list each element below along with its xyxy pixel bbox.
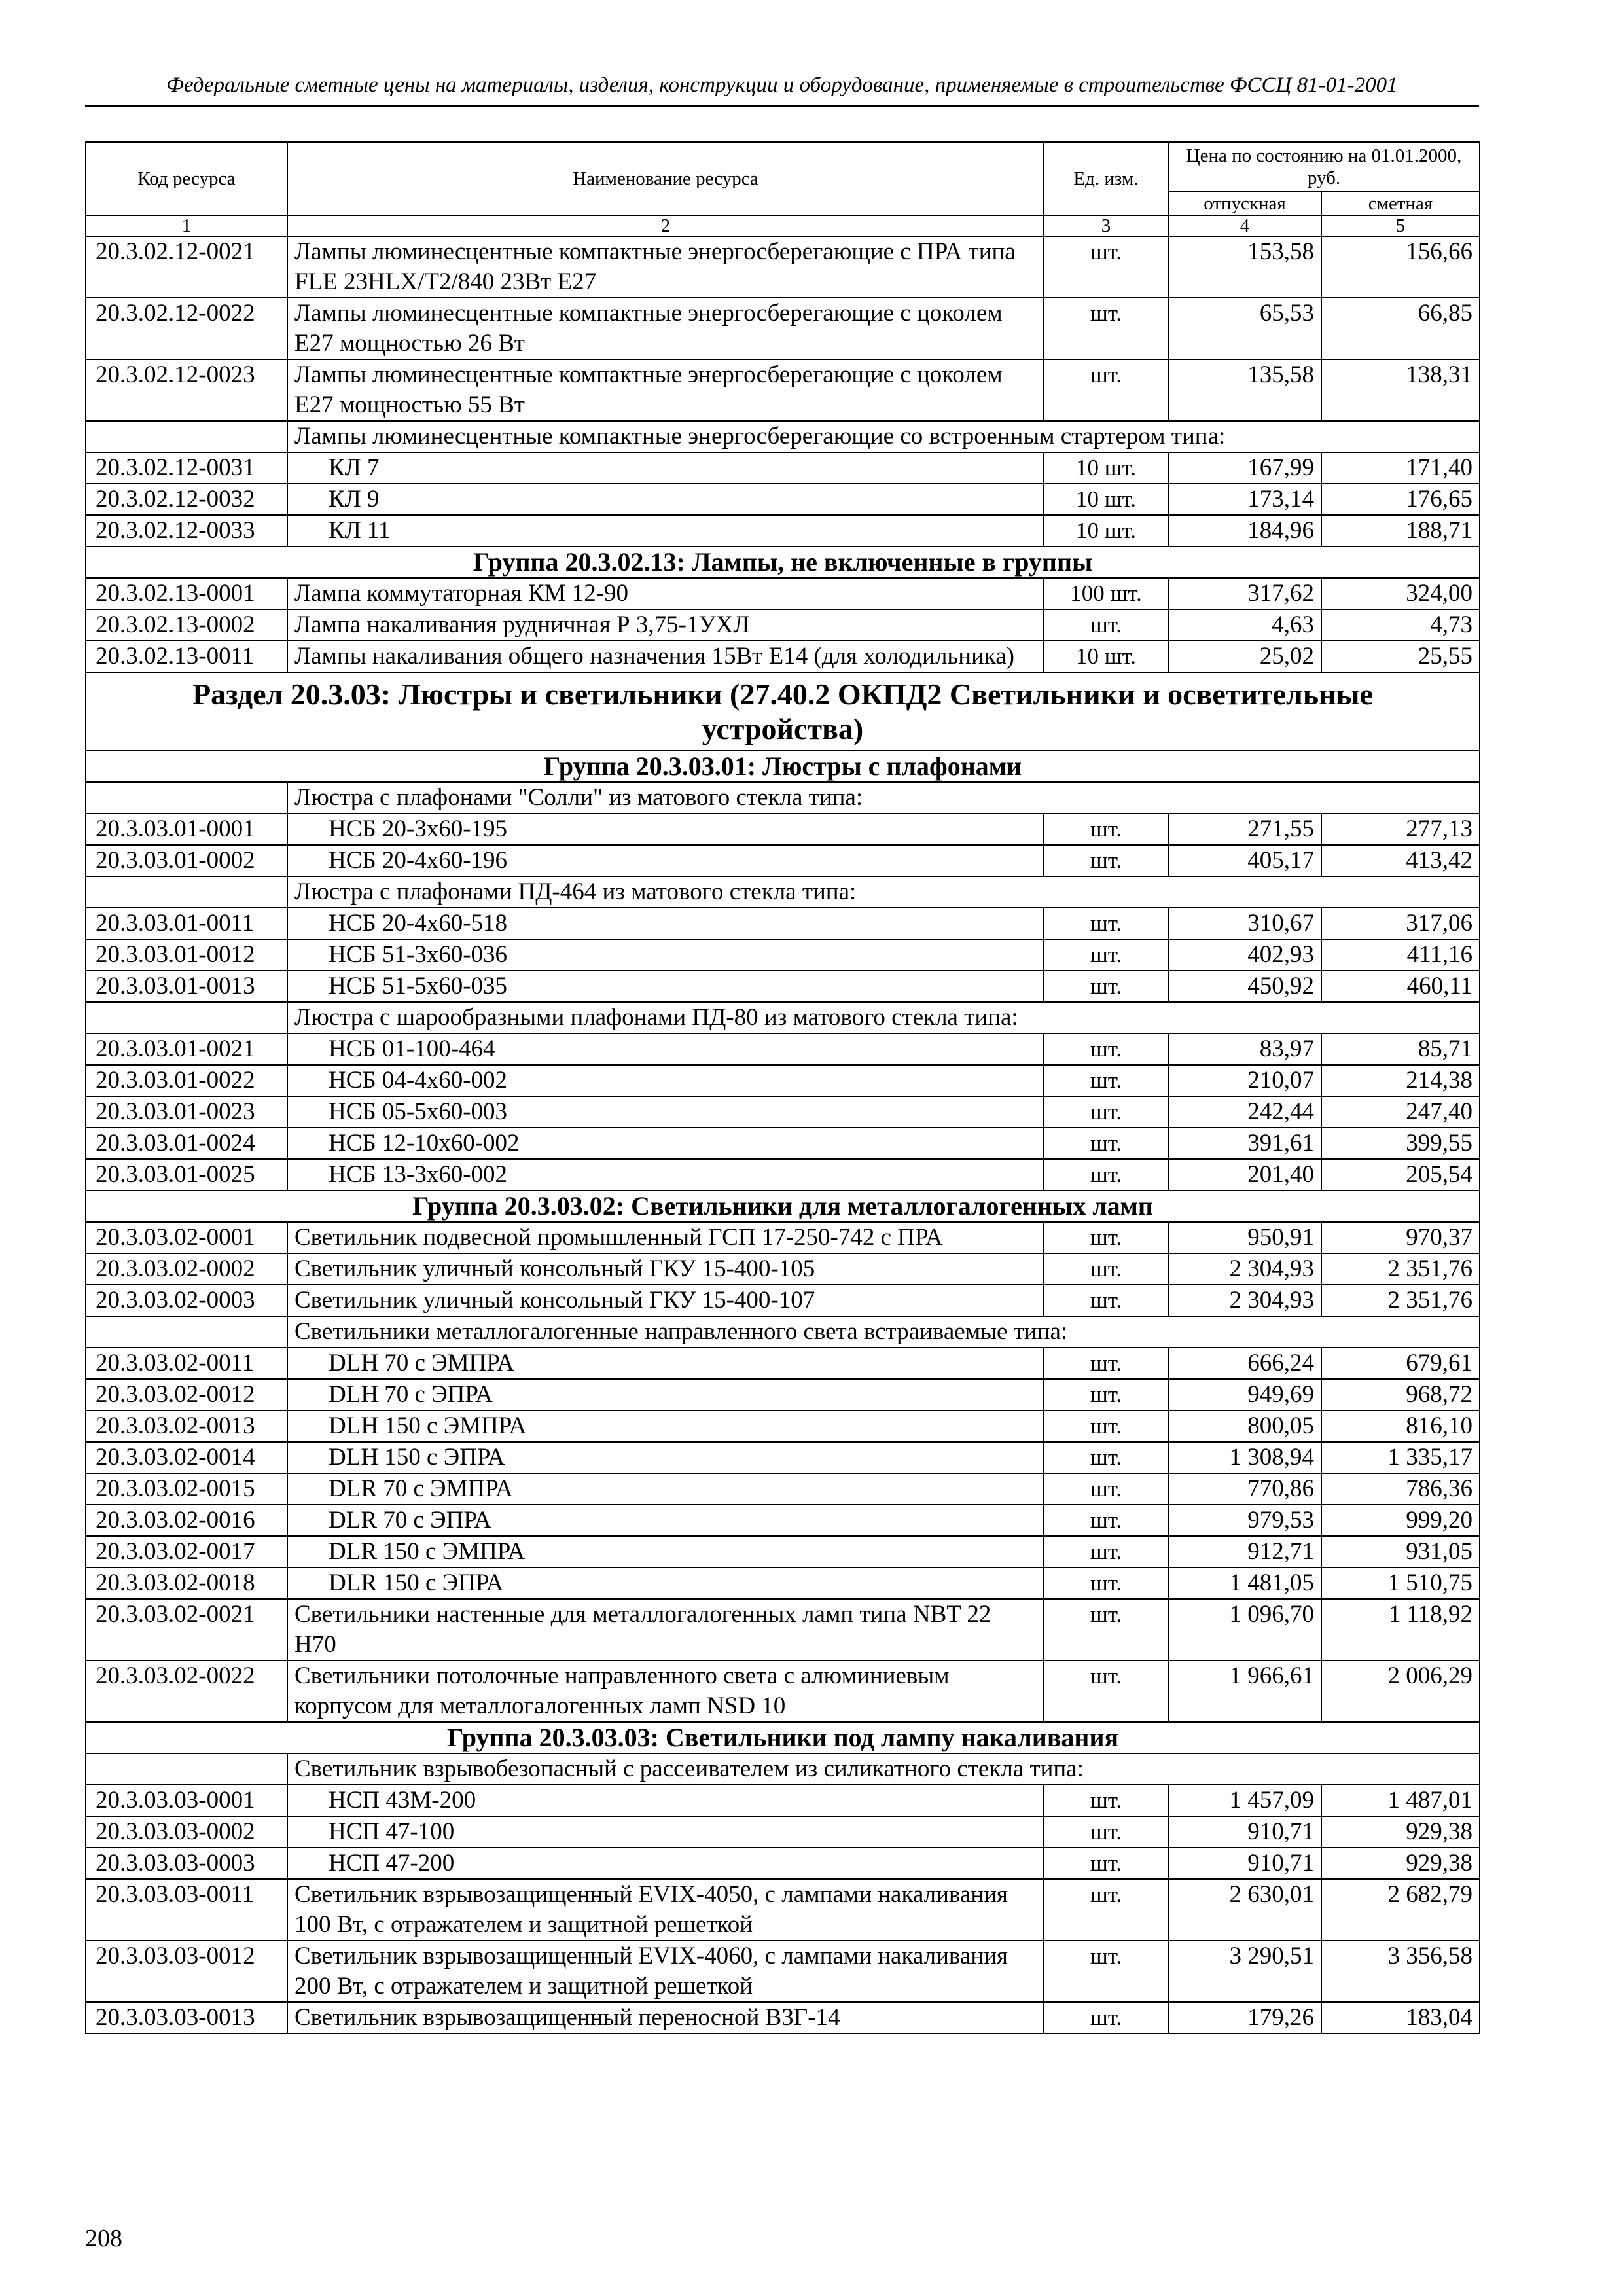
group-heading: Группа 20.3.03.01: Люстры с плафонами: [86, 751, 1480, 782]
resource-code: 20.3.02.13-0001: [86, 578, 287, 609]
resource-name: Лампы люминесцентные компактные энергосберегающие с цоколем Е27 мощностью 26 Вт: [287, 298, 1044, 359]
resource-code: 20.3.03.01-0011: [86, 908, 287, 939]
subheading-row: [86, 1753, 1480, 1785]
release-price: 391,61: [1168, 1128, 1321, 1159]
estimate-price: 929,38: [1321, 1816, 1480, 1848]
estimate-price: 214,38: [1321, 1065, 1480, 1096]
table-row: [86, 1816, 1480, 1848]
release-price: 405,17: [1168, 845, 1321, 876]
resource-unit: 10 шт.: [1044, 641, 1168, 672]
table-row: [86, 1442, 1480, 1473]
group-heading-row: [86, 1191, 1480, 1222]
resource-name: Светильник уличный консольный ГКУ 15-400-105: [287, 1253, 1044, 1285]
release-price: 65,53: [1168, 298, 1321, 359]
resource-unit: шт.: [1044, 1660, 1168, 1722]
resource-code: 20.3.03.02-0022: [86, 1660, 287, 1722]
subheading-row: [86, 421, 1480, 452]
table-row: [86, 298, 1480, 359]
table-row: [86, 1285, 1480, 1316]
table-row: [86, 1096, 1480, 1128]
resource-name: DLR 70 с ЭПРА: [287, 1505, 1044, 1536]
resource-code: 20.3.03.01-0023: [86, 1096, 287, 1128]
column-number: 3: [1044, 215, 1168, 236]
resource-name: DLH 150 с ЭМПРА: [287, 1410, 1044, 1442]
subheading-row: [86, 1316, 1480, 1348]
release-price: 242,44: [1168, 1096, 1321, 1128]
resource-code: 20.3.03.02-0014: [86, 1442, 287, 1473]
resource-code: 20.3.03.03-0002: [86, 1816, 287, 1848]
resource-code: 20.3.03.01-0013: [86, 971, 287, 1002]
header-price: Цена по состоянию на 01.01.2000, руб.: [1168, 142, 1480, 192]
resource-name: Лампа накаливания рудничная Р 3,75-1УХЛ: [287, 609, 1044, 641]
release-price: 310,67: [1168, 908, 1321, 939]
resource-code: 20.3.02.13-0002: [86, 609, 287, 641]
table-row: [86, 1065, 1480, 1096]
resource-code: 20.3.03.02-0003: [86, 1285, 287, 1316]
resource-name: Лампы люминесцентные компактные энергосберегающие с ПРА типа FLE 23HLX/T2/840 23Вт Е27: [287, 236, 1044, 298]
resource-code: 20.3.03.02-0021: [86, 1599, 287, 1660]
resource-code: 20.3.03.02-0016: [86, 1505, 287, 1536]
resource-code: 20.3.03.03-0011: [86, 1879, 287, 1941]
release-price: 201,40: [1168, 1159, 1321, 1191]
estimate-price: 786,36: [1321, 1473, 1480, 1505]
resource-code: 20.3.03.01-0025: [86, 1159, 287, 1191]
resource-unit: шт.: [1044, 1096, 1168, 1128]
resource-name: Светильник взрывозащищенный EVIX-4060, с лампами накаливания 200 Вт, с отражателем и защитной решеткой: [287, 1941, 1044, 2002]
release-price: 910,71: [1168, 1848, 1321, 1879]
resource-name: DLR 70 с ЭМПРА: [287, 1473, 1044, 1505]
table-row: [86, 1033, 1480, 1065]
resource-code: 20.3.03.03-0013: [86, 2002, 287, 2034]
resource-unit: шт.: [1044, 1285, 1168, 1316]
header-code: Код ресурса: [86, 142, 287, 215]
resource-unit: шт.: [1044, 1879, 1168, 1941]
column-number: 5: [1321, 215, 1480, 236]
resource-code: 20.3.03.02-0002: [86, 1253, 287, 1285]
release-price: 179,26: [1168, 2002, 1321, 2034]
table-row: [86, 1253, 1480, 1285]
estimate-price: 156,66: [1321, 236, 1480, 298]
resource-unit: 100 шт.: [1044, 578, 1168, 609]
resource-code: 20.3.03.02-0017: [86, 1536, 287, 1568]
subheading-text: Светильники металлогалогенные направленного света встраиваемые типа:: [287, 1316, 1480, 1348]
table-row: [86, 1599, 1480, 1660]
estimate-price: 66,85: [1321, 298, 1480, 359]
resource-name: Светильник взрывозащищенный переносной ВЗГ-14: [287, 2002, 1044, 2034]
resource-name: НСБ 13-3х60-002: [287, 1159, 1044, 1191]
resource-unit: шт.: [1044, 1785, 1168, 1816]
subheading-text: Лампы люминесцентные компактные энергосберегающие со встроенным стартером типа:: [287, 421, 1480, 452]
column-number: 1: [86, 215, 287, 236]
table-row: [86, 609, 1480, 641]
empty-code-cell: [86, 782, 287, 814]
resource-code: 20.3.03.01-0012: [86, 939, 287, 971]
resource-name: Лампы накаливания общего назначения 15Вт Е14 (для холодильника): [287, 641, 1044, 672]
resource-unit: шт.: [1044, 359, 1168, 421]
resource-unit: шт.: [1044, 1033, 1168, 1065]
resource-unit: 10 шт.: [1044, 452, 1168, 484]
resource-unit: шт.: [1044, 1128, 1168, 1159]
subheading-text: Люстра с шарообразными плафонами ПД-80 из матового стекла типа:: [287, 1002, 1480, 1033]
estimate-price: 324,00: [1321, 578, 1480, 609]
table-row: [86, 1785, 1480, 1816]
release-price: 1 481,05: [1168, 1568, 1321, 1599]
resource-code: 20.3.03.03-0012: [86, 1941, 287, 2002]
release-price: 184,96: [1168, 515, 1321, 547]
release-price: 800,05: [1168, 1410, 1321, 1442]
resource-code: 20.3.02.12-0021: [86, 236, 287, 298]
table-row: [86, 1159, 1480, 1191]
resource-unit: 10 шт.: [1044, 515, 1168, 547]
table-row: [86, 2002, 1480, 2034]
resource-name: Светильник уличный консольный ГКУ 15-400-107: [287, 1285, 1044, 1316]
resource-name: Светильники потолочные направленного света с алюминиевым корпусом для металлогалогенных ламп NSD 10: [287, 1660, 1044, 1722]
release-price: 4,63: [1168, 609, 1321, 641]
resource-name: НСБ 01-100-464: [287, 1033, 1044, 1065]
release-price: 2 630,01: [1168, 1879, 1321, 1941]
resource-name: Светильник подвесной промышленный ГСП 17-250-742 с ПРА: [287, 1222, 1044, 1253]
section-heading: Раздел 20.3.03: Люстры и светильники (27.40.2 ОКПД2 Светильники и осветительные устройства): [86, 672, 1480, 751]
resource-name: НСП 47-100: [287, 1816, 1044, 1848]
resource-name: НСБ 20-4х60-518: [287, 908, 1044, 939]
resource-name: НСП 47-200: [287, 1848, 1044, 1879]
resource-name: DLH 150 с ЭПРА: [287, 1442, 1044, 1473]
empty-code-cell: [86, 421, 287, 452]
header-name: Наименование ресурса: [287, 142, 1044, 215]
resource-name: DLH 70 с ЭПРА: [287, 1379, 1044, 1410]
resource-name: DLR 150 с ЭМПРА: [287, 1536, 1044, 1568]
resource-code: 20.3.03.02-0011: [86, 1348, 287, 1379]
estimate-price: 247,40: [1321, 1096, 1480, 1128]
estimate-price: 411,16: [1321, 939, 1480, 971]
estimate-price: 277,13: [1321, 814, 1480, 845]
group-heading-row: [86, 751, 1480, 782]
resource-code: 20.3.03.03-0001: [86, 1785, 287, 1816]
subheading-text: Люстра с плафонами "Солли" из матового стекла типа:: [287, 782, 1480, 814]
table-row: [86, 1848, 1480, 1879]
estimate-price: 460,11: [1321, 971, 1480, 1002]
resource-code: 20.3.03.01-0001: [86, 814, 287, 845]
release-price: 153,58: [1168, 236, 1321, 298]
resource-name: НСБ 04-4х60-002: [287, 1065, 1044, 1096]
release-price: 950,91: [1168, 1222, 1321, 1253]
group-heading-row: [86, 1722, 1480, 1753]
estimate-price: 171,40: [1321, 452, 1480, 484]
resource-unit: шт.: [1044, 1410, 1168, 1442]
resource-code: 20.3.03.01-0024: [86, 1128, 287, 1159]
release-price: 666,24: [1168, 1348, 1321, 1379]
estimate-price: 2 351,76: [1321, 1253, 1480, 1285]
table-row: [86, 641, 1480, 672]
table-row: [86, 1348, 1480, 1379]
release-price: 1 966,61: [1168, 1660, 1321, 1722]
resource-name: Светильники настенные для металлогалогенных ламп типа NBT 22 H70: [287, 1599, 1044, 1660]
resource-unit: шт.: [1044, 908, 1168, 939]
resource-code: 20.3.03.02-0018: [86, 1568, 287, 1599]
table-header: [86, 142, 1480, 236]
resource-unit: шт.: [1044, 1536, 1168, 1568]
estimate-price: 929,38: [1321, 1848, 1480, 1879]
resource-unit: шт.: [1044, 298, 1168, 359]
subheading-row: [86, 876, 1480, 908]
table-row: [86, 484, 1480, 515]
resource-name: DLR 150 с ЭПРА: [287, 1568, 1044, 1599]
running-header: Федеральные сметные цены на материалы, изделия, конструкции и оборудование, применяемые в строительстве ФССЦ 81-01-2001: [166, 73, 1398, 97]
header-unit: Ед. изм.: [1044, 142, 1168, 215]
table-row: [86, 908, 1480, 939]
table-row: [86, 1379, 1480, 1410]
release-price: 979,53: [1168, 1505, 1321, 1536]
release-price: 450,92: [1168, 971, 1321, 1002]
resource-unit: шт.: [1044, 1379, 1168, 1410]
estimate-price: 4,73: [1321, 609, 1480, 641]
estimate-price: 999,20: [1321, 1505, 1480, 1536]
resource-unit: шт.: [1044, 939, 1168, 971]
estimate-price: 2 682,79: [1321, 1879, 1480, 1941]
release-price: 167,99: [1168, 452, 1321, 484]
resource-unit: шт.: [1044, 2002, 1168, 2034]
group-heading-row: [86, 547, 1480, 578]
table-row: [86, 1473, 1480, 1505]
estimate-price: 1 335,17: [1321, 1442, 1480, 1473]
resource-unit: шт.: [1044, 1442, 1168, 1473]
release-price: 173,14: [1168, 484, 1321, 515]
resource-name: Лампы люминесцентные компактные энергосберегающие с цоколем Е27 мощностью 55 Вт: [287, 359, 1044, 421]
resource-name: НСБ 20-3х60-195: [287, 814, 1044, 845]
table-row: [86, 1660, 1480, 1722]
empty-code-cell: [86, 876, 287, 908]
resource-code: 20.3.02.12-0033: [86, 515, 287, 547]
estimate-price: 931,05: [1321, 1536, 1480, 1568]
empty-code-cell: [86, 1753, 287, 1785]
resource-code: 20.3.02.13-0011: [86, 641, 287, 672]
estimate-price: 176,65: [1321, 484, 1480, 515]
estimate-price: 679,61: [1321, 1348, 1480, 1379]
column-number: 2: [287, 215, 1044, 236]
resource-unit: шт.: [1044, 1941, 1168, 2002]
table-row: [86, 939, 1480, 971]
resource-unit: шт.: [1044, 1222, 1168, 1253]
table-row: [86, 814, 1480, 845]
table-row: [86, 1410, 1480, 1442]
table-row: [86, 578, 1480, 609]
release-price: 2 304,93: [1168, 1253, 1321, 1285]
resource-name: DLH 70 с ЭМПРА: [287, 1348, 1044, 1379]
table-row: [86, 452, 1480, 484]
table-row: [86, 236, 1480, 298]
resource-name: НСП 43М-200: [287, 1785, 1044, 1816]
estimate-price: 816,10: [1321, 1410, 1480, 1442]
estimate-price: 1 118,92: [1321, 1599, 1480, 1660]
release-price: 912,71: [1168, 1536, 1321, 1568]
estimate-price: 1 510,75: [1321, 1568, 1480, 1599]
resource-name: НСБ 20-4х60-196: [287, 845, 1044, 876]
table-row: [86, 971, 1480, 1002]
resource-unit: шт.: [1044, 1505, 1168, 1536]
resource-unit: шт.: [1044, 609, 1168, 641]
resource-name: Светильник взрывозащищенный EVIX-4050, с лампами накаливания 100 Вт, с отражателем и защитной решеткой: [287, 1879, 1044, 1941]
section-heading-row: [86, 672, 1480, 751]
estimate-price: 138,31: [1321, 359, 1480, 421]
resource-unit: шт.: [1044, 814, 1168, 845]
resource-name: НСБ 51-3х60-036: [287, 939, 1044, 971]
estimate-price: 2 006,29: [1321, 1660, 1480, 1722]
estimate-price: 188,71: [1321, 515, 1480, 547]
resource-code: 20.3.02.12-0031: [86, 452, 287, 484]
header-rule: [85, 105, 1479, 107]
estimate-price: 968,72: [1321, 1379, 1480, 1410]
table-row: [86, 1222, 1480, 1253]
subheading-text: Светильник взрывобезопасный с рассеивателем из силикатного стекла типа:: [287, 1753, 1480, 1785]
release-price: 910,71: [1168, 1816, 1321, 1848]
estimate-price: 2 351,76: [1321, 1285, 1480, 1316]
group-heading: Группа 20.3.03.02: Светильники для металлогалогенных ламп: [86, 1191, 1480, 1222]
resource-code: 20.3.03.01-0021: [86, 1033, 287, 1065]
release-price: 770,86: [1168, 1473, 1321, 1505]
table-row: [86, 515, 1480, 547]
estimate-price: 413,42: [1321, 845, 1480, 876]
release-price: 3 290,51: [1168, 1941, 1321, 2002]
table-row: [86, 1568, 1480, 1599]
resource-unit: 10 шт.: [1044, 484, 1168, 515]
release-price: 949,69: [1168, 1379, 1321, 1410]
resource-code: 20.3.02.12-0022: [86, 298, 287, 359]
estimate-price: 399,55: [1321, 1128, 1480, 1159]
resource-code: 20.3.03.01-0002: [86, 845, 287, 876]
resource-code: 20.3.03.02-0001: [86, 1222, 287, 1253]
resource-name: НСБ 51-5х60-035: [287, 971, 1044, 1002]
resource-code: 20.3.03.01-0022: [86, 1065, 287, 1096]
subheading-row: [86, 782, 1480, 814]
header-release-price: отпускная: [1168, 192, 1321, 215]
estimate-price: 85,71: [1321, 1033, 1480, 1065]
estimate-price: 25,55: [1321, 641, 1480, 672]
resource-code: 20.3.03.03-0003: [86, 1848, 287, 1879]
table-row: [86, 845, 1480, 876]
table-row: [86, 1128, 1480, 1159]
release-price: 25,02: [1168, 641, 1321, 672]
resource-unit: шт.: [1044, 1253, 1168, 1285]
estimate-price: 183,04: [1321, 2002, 1480, 2034]
estimate-price: 3 356,58: [1321, 1941, 1480, 2002]
resource-code: 20.3.02.12-0032: [86, 484, 287, 515]
resource-unit: шт.: [1044, 1065, 1168, 1096]
release-price: 135,58: [1168, 359, 1321, 421]
table-body: [86, 236, 1480, 2034]
empty-code-cell: [86, 1002, 287, 1033]
release-price: 83,97: [1168, 1033, 1321, 1065]
header-estimate-price: сметная: [1321, 192, 1480, 215]
resource-name: НСБ 12-10х60-002: [287, 1128, 1044, 1159]
column-number: 4: [1168, 215, 1321, 236]
resource-name: Лампа коммутаторная КМ 12-90: [287, 578, 1044, 609]
resource-name: КЛ 9: [287, 484, 1044, 515]
release-price: 1 096,70: [1168, 1599, 1321, 1660]
table-row: [86, 1536, 1480, 1568]
resource-code: 20.3.03.02-0013: [86, 1410, 287, 1442]
table-row: [86, 1505, 1480, 1536]
estimate-price: 205,54: [1321, 1159, 1480, 1191]
resource-unit: шт.: [1044, 1568, 1168, 1599]
resource-name: НСБ 05-5х60-003: [287, 1096, 1044, 1128]
resource-unit: шт.: [1044, 1599, 1168, 1660]
column-numbers-row: [86, 215, 1480, 236]
page-number: 208: [85, 2225, 122, 2252]
estimate-price: 1 487,01: [1321, 1785, 1480, 1816]
release-price: 2 304,93: [1168, 1285, 1321, 1316]
resource-unit: шт.: [1044, 1473, 1168, 1505]
release-price: 1 457,09: [1168, 1785, 1321, 1816]
subheading-text: Люстра с плафонами ПД-464 из матового стекла типа:: [287, 876, 1480, 908]
resource-unit: шт.: [1044, 971, 1168, 1002]
release-price: 271,55: [1168, 814, 1321, 845]
resource-unit: шт.: [1044, 236, 1168, 298]
table-row: [86, 1879, 1480, 1941]
resource-unit: шт.: [1044, 1159, 1168, 1191]
resource-unit: шт.: [1044, 845, 1168, 876]
subheading-row: [86, 1002, 1480, 1033]
resource-unit: шт.: [1044, 1348, 1168, 1379]
resource-name: КЛ 7: [287, 452, 1044, 484]
empty-code-cell: [86, 1316, 287, 1348]
release-price: 402,93: [1168, 939, 1321, 971]
release-price: 317,62: [1168, 578, 1321, 609]
resource-code: 20.3.03.02-0015: [86, 1473, 287, 1505]
table-row: [86, 359, 1480, 421]
estimate-price: 317,06: [1321, 908, 1480, 939]
release-price: 210,07: [1168, 1065, 1321, 1096]
resource-unit: шт.: [1044, 1816, 1168, 1848]
resource-code: 20.3.03.02-0012: [86, 1379, 287, 1410]
resource-code: 20.3.02.12-0023: [86, 359, 287, 421]
resource-name: КЛ 11: [287, 515, 1044, 547]
table-row: [86, 1941, 1480, 2002]
price-table: [85, 141, 1480, 2034]
release-price: 1 308,94: [1168, 1442, 1321, 1473]
resource-unit: шт.: [1044, 1848, 1168, 1879]
group-heading: Группа 20.3.03.03: Светильники под лампу накаливания: [86, 1722, 1480, 1753]
group-heading: Группа 20.3.02.13: Лампы, не включенные в группы: [86, 547, 1480, 578]
estimate-price: 970,37: [1321, 1222, 1480, 1253]
